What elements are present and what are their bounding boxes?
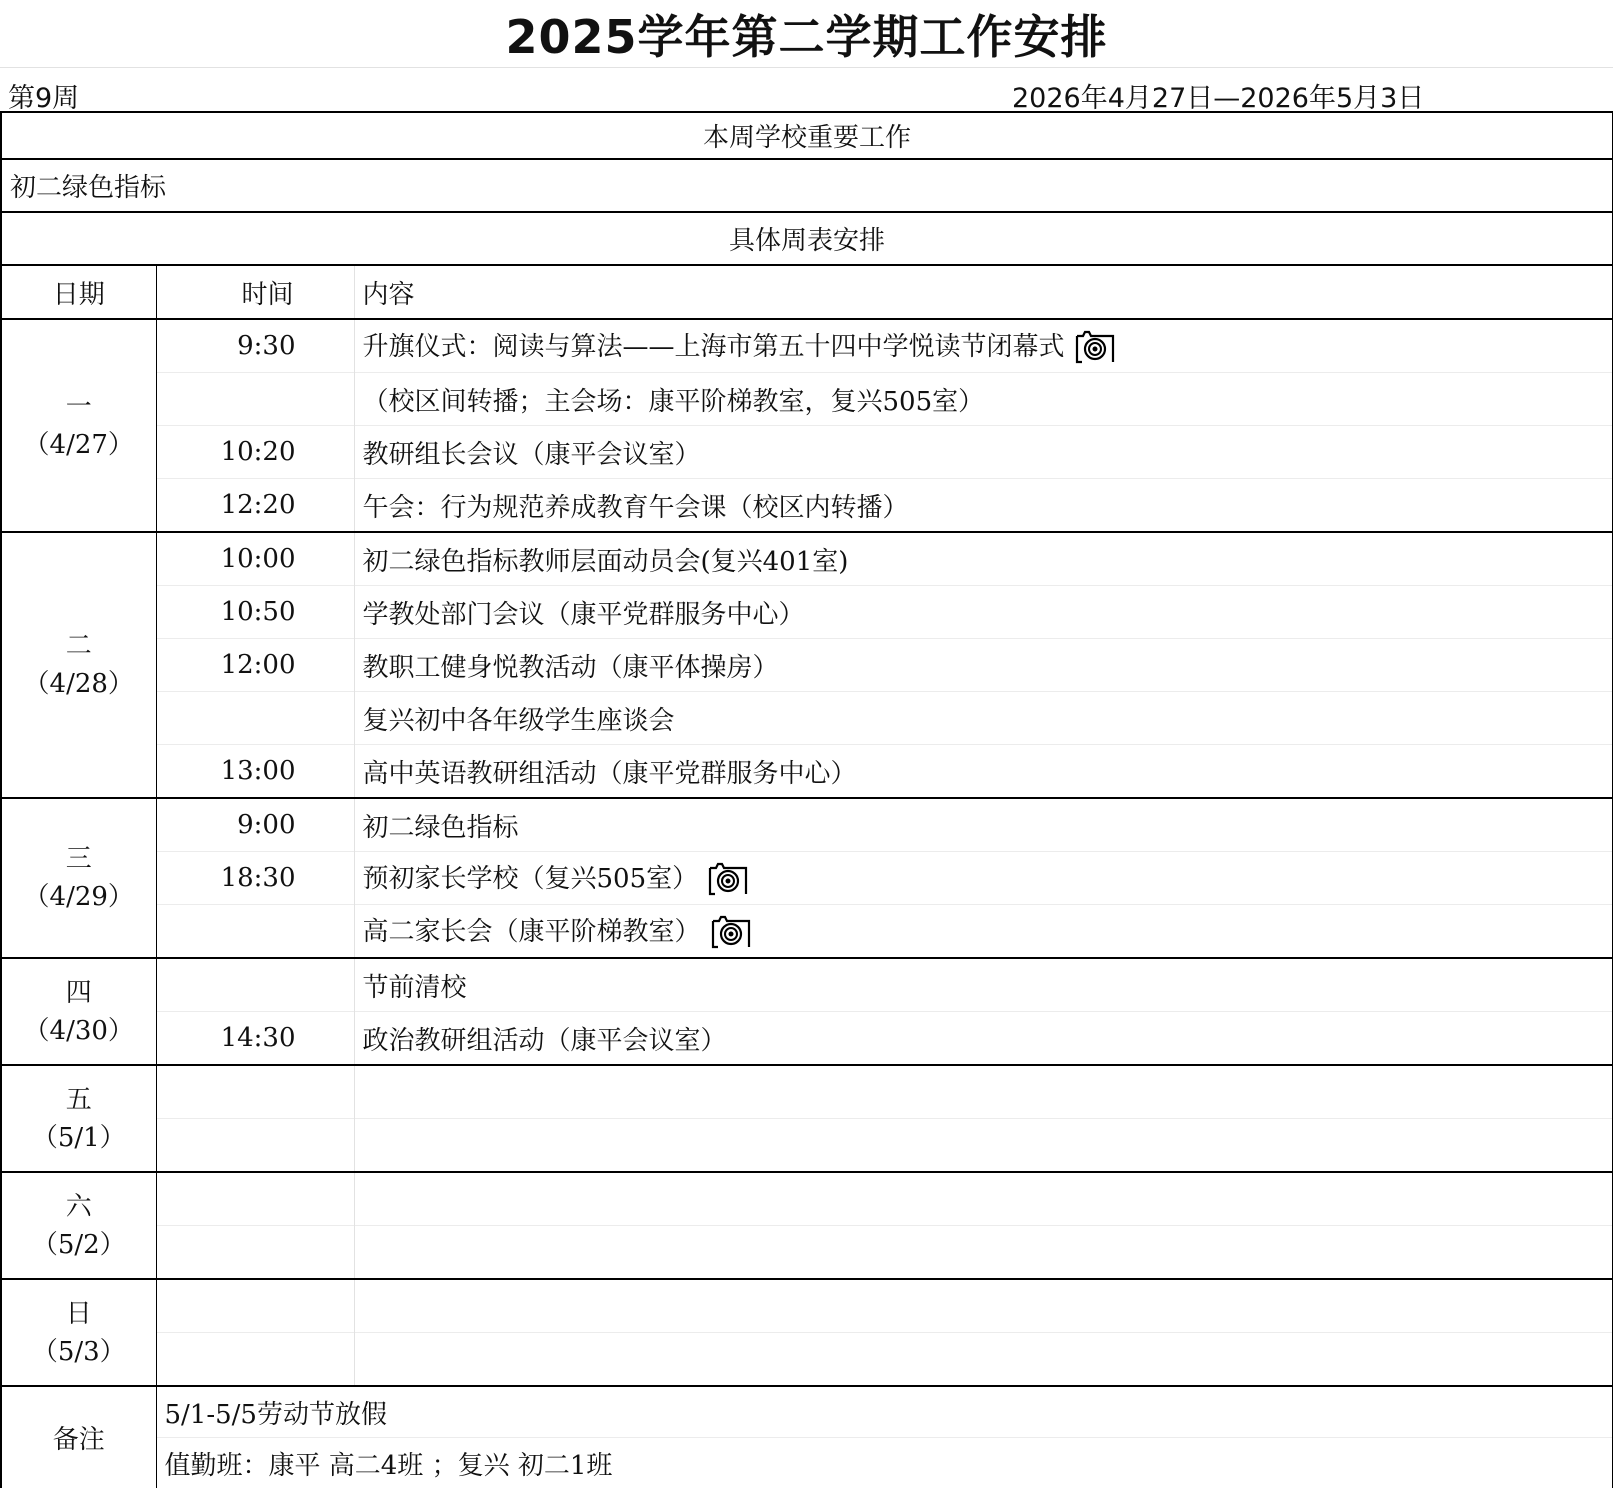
time-cell: 10:00 bbox=[156, 532, 354, 586]
table-row bbox=[1, 639, 1613, 692]
notes-row bbox=[1, 1386, 1613, 1438]
day-cell-fri bbox=[1, 1065, 156, 1172]
day-name: 日 bbox=[2, 1295, 156, 1333]
content-text: 高二家长会（康平阶梯教室） bbox=[363, 917, 701, 947]
time-cell bbox=[156, 373, 354, 426]
content-cell bbox=[354, 1226, 1613, 1280]
page-title: 2025学年第二学期工作安排 bbox=[0, 0, 1613, 68]
notes-line-2: 值勤班：康平 高二4班 ；复兴 初二1班 bbox=[156, 1438, 1613, 1488]
content-text: 升旗仪式：阅读与算法——上海市第五十四中学悦读节闭幕式 bbox=[363, 332, 1065, 362]
table-row bbox=[1, 1065, 1613, 1119]
table-row bbox=[1, 852, 1613, 905]
content-cell: 教职工健身悦教活动（康平体操房） bbox=[354, 639, 1613, 692]
time-cell bbox=[156, 1119, 354, 1173]
day-name: 四 bbox=[2, 974, 156, 1012]
content-cell: 高中英语教研组活动（康平党群服务中心） bbox=[354, 745, 1613, 799]
content-cell: 教研组长会议（康平会议室） bbox=[354, 426, 1613, 479]
table-row bbox=[1, 319, 1613, 373]
notes-line-1: 5/1-5/5劳动节放假 bbox=[156, 1386, 1613, 1438]
time-cell bbox=[156, 1333, 354, 1387]
time-cell: 10:20 bbox=[156, 426, 354, 479]
camera-icon bbox=[709, 914, 753, 952]
table-row bbox=[1, 958, 1613, 1012]
content-cell bbox=[354, 1172, 1613, 1226]
schedule-header: 具体周表安排 bbox=[1, 212, 1613, 265]
content-cell bbox=[354, 852, 1613, 905]
day-name: 六 bbox=[2, 1188, 156, 1226]
table-row bbox=[1, 1012, 1613, 1066]
content-cell: 节前清校 bbox=[354, 958, 1613, 1012]
table-row bbox=[1, 1172, 1613, 1226]
time-cell: 18:30 bbox=[156, 852, 354, 905]
day-date: （5/2） bbox=[2, 1226, 156, 1264]
day-name: 二 bbox=[2, 627, 156, 665]
day-cell-thu bbox=[1, 958, 156, 1065]
day-cell-tue bbox=[1, 532, 156, 798]
camera-icon bbox=[1073, 329, 1117, 367]
content-cell: 学教处部门会议（康平党群服务中心） bbox=[354, 586, 1613, 639]
week-line bbox=[0, 68, 1613, 112]
day-name: 五 bbox=[2, 1081, 156, 1119]
column-header-date: 日期 bbox=[1, 265, 156, 319]
content-cell bbox=[354, 1279, 1613, 1333]
time-cell bbox=[156, 692, 354, 745]
table-row bbox=[1, 586, 1613, 639]
day-cell-sun bbox=[1, 1279, 156, 1386]
column-header-time: 时间 bbox=[156, 265, 354, 319]
day-date: （5/1） bbox=[2, 1119, 156, 1157]
time-cell: 9:30 bbox=[156, 319, 354, 373]
time-cell bbox=[156, 958, 354, 1012]
time-cell bbox=[156, 1279, 354, 1333]
content-cell: 午会：行为规范养成教育午会课（校区内转播） bbox=[354, 479, 1613, 533]
week-label: 第9周 bbox=[8, 76, 79, 115]
time-cell bbox=[156, 1226, 354, 1280]
day-date: （4/28） bbox=[2, 665, 156, 703]
time-cell: 12:20 bbox=[156, 479, 354, 533]
content-cell: 初二绿色指标教师层面动员会(复兴401室) bbox=[354, 532, 1613, 586]
school-work-item: 初二绿色指标 bbox=[1, 159, 1613, 212]
content-cell bbox=[354, 1119, 1613, 1173]
content-cell bbox=[354, 1065, 1613, 1119]
time-cell: 9:00 bbox=[156, 798, 354, 852]
content-cell: 政治教研组活动（康平会议室） bbox=[354, 1012, 1613, 1066]
table-row bbox=[1, 1226, 1613, 1280]
day-date: （4/27） bbox=[2, 426, 156, 464]
day-date: （4/29） bbox=[2, 878, 156, 916]
table-row bbox=[1, 692, 1613, 745]
content-cell bbox=[354, 905, 1613, 959]
day-name: 一 bbox=[2, 388, 156, 426]
day-cell-wed bbox=[1, 798, 156, 958]
column-header-content: 内容 bbox=[354, 265, 1613, 319]
time-cell bbox=[156, 1065, 354, 1119]
notes-label: 备注 bbox=[1, 1386, 156, 1488]
day-name: 三 bbox=[2, 840, 156, 878]
content-cell: 复兴初中各年级学生座谈会 bbox=[354, 692, 1613, 745]
content-cell bbox=[354, 319, 1613, 373]
table-row bbox=[1, 426, 1613, 479]
time-cell: 13:00 bbox=[156, 745, 354, 799]
camera-icon bbox=[706, 861, 750, 899]
school-work-header: 本周学校重要工作 bbox=[1, 112, 1613, 159]
table-row bbox=[1, 905, 1613, 959]
day-date: （4/30） bbox=[2, 1012, 156, 1050]
day-cell-sat bbox=[1, 1172, 156, 1279]
time-cell: 12:00 bbox=[156, 639, 354, 692]
table-row bbox=[1, 745, 1613, 799]
content-cell bbox=[354, 1333, 1613, 1387]
table-row bbox=[1, 1279, 1613, 1333]
time-cell bbox=[156, 905, 354, 959]
schedule-table bbox=[0, 111, 1613, 1488]
table-row bbox=[1, 373, 1613, 426]
table-row bbox=[1, 1119, 1613, 1173]
table-row bbox=[1, 479, 1613, 533]
day-cell-mon bbox=[1, 319, 156, 532]
notes-row bbox=[1, 1438, 1613, 1488]
time-cell: 10:50 bbox=[156, 586, 354, 639]
table-row bbox=[1, 532, 1613, 586]
content-cell: 初二绿色指标 bbox=[354, 798, 1613, 852]
table-row bbox=[1, 798, 1613, 852]
time-cell: 14:30 bbox=[156, 1012, 354, 1066]
day-date: （5/3） bbox=[2, 1333, 156, 1371]
table-row bbox=[1, 1333, 1613, 1387]
content-cell: （校区间转播；主会场：康平阶梯教室，复兴505室） bbox=[354, 373, 1613, 426]
content-text: 预初家长学校（复兴505室） bbox=[363, 864, 699, 894]
date-range: 2026年4月27日—2026年5月3日 bbox=[1012, 76, 1424, 115]
time-cell bbox=[156, 1172, 354, 1226]
